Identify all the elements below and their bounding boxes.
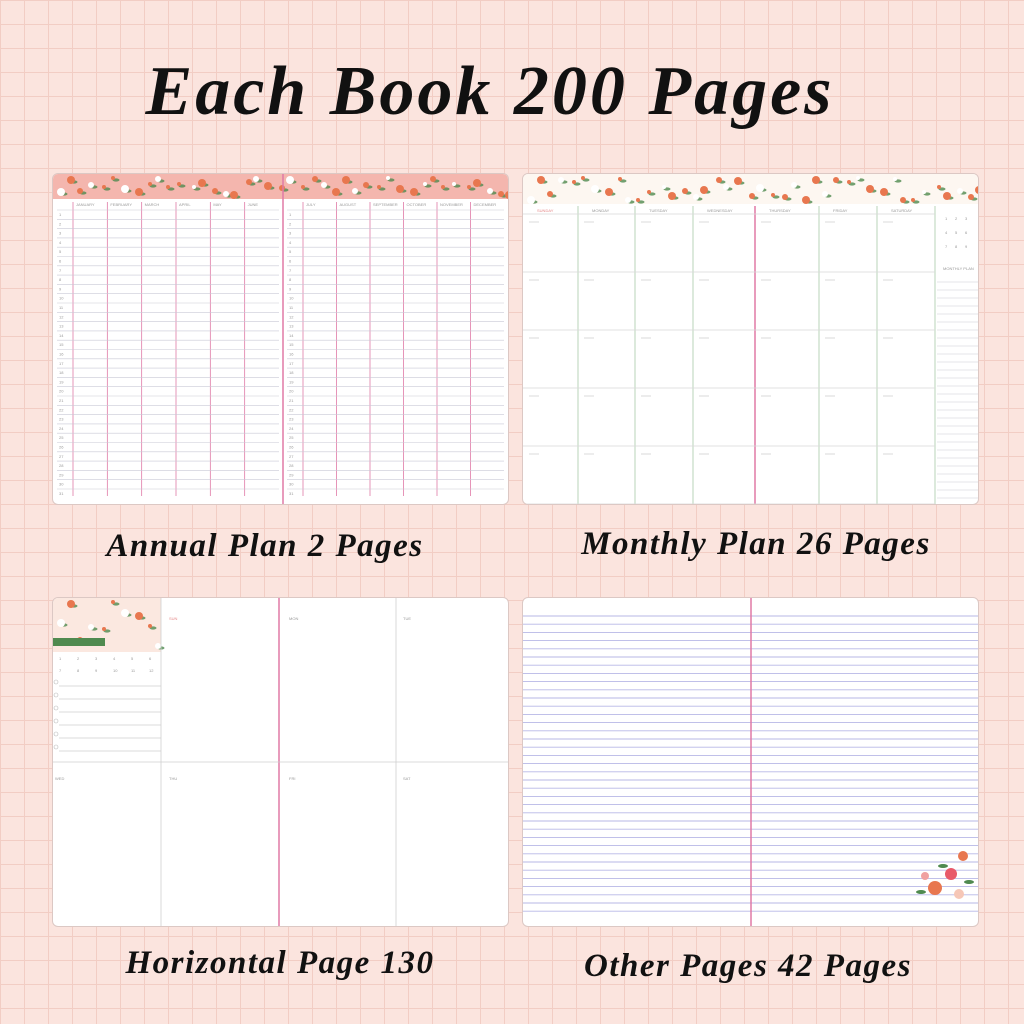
- weekday-label: SAT: [403, 776, 411, 781]
- day-number: 10: [59, 295, 64, 301]
- day-number: 23: [289, 416, 294, 422]
- day-number: 30: [59, 481, 64, 487]
- day-number: 30: [289, 481, 294, 487]
- day-number: 20: [59, 388, 64, 394]
- weekday-label: TUE: [403, 616, 411, 621]
- day-number: 7: [289, 267, 292, 273]
- day-number: 19: [289, 379, 294, 385]
- mini-calendar-number: 6: [149, 656, 152, 661]
- weekday-label: MON: [289, 616, 299, 621]
- weekday-label: SUN: [169, 616, 178, 621]
- weekly-plan-caption: Horizontal Page 130: [125, 945, 435, 981]
- day-number: 28: [59, 463, 64, 469]
- floral-header-band: [523, 174, 978, 204]
- day-number: 21: [59, 398, 64, 403]
- day-number: 2: [289, 221, 292, 227]
- day-number: 3: [289, 230, 292, 236]
- month-label: DECEMBER: [473, 202, 497, 207]
- mini-calendar-number: 8: [77, 668, 80, 673]
- checklist-box: [54, 693, 58, 697]
- mini-calendar-number: 11: [131, 668, 136, 673]
- day-number: 9: [59, 286, 62, 292]
- day-number: 12: [289, 314, 294, 320]
- day-number: 13: [289, 323, 294, 329]
- day-number: 13: [59, 323, 64, 329]
- day-number: 4: [289, 239, 292, 245]
- day-number: 17: [289, 360, 294, 366]
- monthly-plan-panel: [522, 173, 979, 505]
- month-label: OCTOBER: [406, 202, 427, 207]
- day-number: 26: [289, 444, 294, 450]
- mini-calendar-number: 5: [131, 656, 134, 661]
- month-label: JULY: [306, 202, 316, 207]
- other-pages-caption: Other Pages 42 Pages: [584, 948, 912, 984]
- day-number: 24: [289, 425, 294, 431]
- mini-calendar-number: 2: [955, 216, 958, 221]
- day-number: 4: [59, 239, 62, 245]
- day-number: 26: [59, 444, 64, 450]
- day-number: 22: [59, 407, 64, 413]
- month-label: APRIL: [179, 202, 191, 207]
- month-label: JANUARY: [76, 202, 95, 207]
- month-label: JUNE: [247, 202, 259, 207]
- weekly-plan-panel: [52, 597, 509, 927]
- day-number: 6: [289, 258, 292, 264]
- day-number: 11: [59, 305, 64, 310]
- checklist-box: [54, 719, 58, 723]
- day-number: 25: [289, 435, 294, 441]
- weekday-label: FRIDAY: [833, 208, 848, 213]
- day-number: 1: [289, 212, 292, 217]
- day-number: 3: [59, 230, 62, 236]
- day-number: 12: [59, 314, 64, 320]
- floral-corner-decoration: [916, 851, 974, 899]
- day-number: 31: [59, 491, 64, 496]
- mini-calendar-number: 5: [955, 230, 958, 235]
- day-number: 28: [289, 463, 294, 469]
- day-number: 5: [289, 249, 292, 255]
- mini-calendar-number: 12: [149, 668, 154, 673]
- day-number: 25: [59, 435, 64, 441]
- annual-plan-caption: Annual Plan 2 Pages: [106, 528, 424, 564]
- day-number: 29: [59, 472, 64, 478]
- lined-pages-panel: [522, 597, 979, 927]
- mini-calendar-number: 3: [965, 216, 968, 221]
- day-number: 8: [289, 277, 292, 283]
- mini-calendar-number: 7: [945, 244, 948, 249]
- day-number: 9: [289, 286, 292, 292]
- day-number: 16: [59, 351, 64, 357]
- monthly-plan-caption: Monthly Plan 26 Pages: [581, 526, 931, 562]
- mini-calendar-number: 1: [59, 656, 62, 661]
- day-number: 27: [289, 453, 294, 459]
- mini-calendar-number: 4: [113, 656, 116, 661]
- day-number: 5: [59, 249, 62, 255]
- mini-calendar-number: 1: [945, 216, 948, 221]
- page-headline: Each Book 200 Pages: [145, 53, 835, 130]
- weekday-label: MONDAY: [592, 208, 610, 213]
- mini-calendar-number: 4: [945, 230, 948, 235]
- side-panel-label: MONTHLY PLAN: [943, 266, 974, 271]
- mini-calendar-number: 10: [113, 668, 118, 673]
- day-number: 7: [59, 267, 62, 273]
- month-label: SEPTEMBER: [373, 202, 398, 207]
- day-number: 15: [289, 342, 294, 348]
- weekday-label: FRI: [289, 776, 296, 781]
- month-label: FEBRUARY: [110, 202, 133, 207]
- weekday-label: THU: [169, 776, 178, 781]
- day-number: 24: [59, 425, 64, 431]
- mini-calendar-number: 9: [95, 668, 98, 673]
- checklist-box: [54, 732, 58, 736]
- monthly-plan-spread: [523, 174, 978, 504]
- day-number: 29: [289, 472, 294, 478]
- month-label: MAY: [213, 202, 222, 207]
- weekday-label: WED: [55, 776, 65, 781]
- day-number: 23: [59, 416, 64, 422]
- mini-calendar-number: 7: [59, 668, 62, 673]
- checklist-box: [54, 680, 58, 684]
- day-number: 14: [289, 332, 294, 338]
- weekday-label: SUNDAY: [537, 208, 554, 213]
- day-number: 18: [59, 370, 64, 376]
- weekday-label: SATURDAY: [891, 208, 913, 213]
- day-number: 19: [59, 379, 64, 385]
- month-label: NOVEMBER: [440, 202, 463, 207]
- mini-calendar-number: 8: [955, 244, 958, 249]
- day-number: 18: [289, 370, 294, 376]
- floral-header-band: [53, 174, 508, 199]
- annual-plan-spread: [53, 174, 508, 504]
- day-number: 11: [289, 305, 294, 310]
- day-number: 1: [59, 212, 62, 217]
- checklist-box: [54, 706, 58, 710]
- checklist-box: [54, 745, 58, 749]
- annual-plan-panel: [52, 173, 509, 505]
- day-number: 21: [289, 398, 294, 403]
- day-number: 16: [289, 351, 294, 357]
- day-number: 15: [59, 342, 64, 348]
- month-label: MARCH: [144, 202, 160, 207]
- mini-calendar-number: 3: [95, 656, 98, 661]
- day-number: 27: [59, 453, 64, 459]
- day-number: 17: [59, 360, 64, 366]
- mini-calendar-number: 9: [965, 244, 968, 249]
- day-number: 6: [59, 258, 62, 264]
- mini-calendar-number: 2: [77, 656, 80, 661]
- day-number: 20: [289, 388, 294, 394]
- weekday-label: THURSDAY: [769, 208, 791, 213]
- day-number: 8: [59, 277, 62, 283]
- month-label: AUGUST: [339, 202, 357, 207]
- day-number: 14: [59, 332, 64, 338]
- lined-pages-spread: [523, 598, 978, 926]
- day-number: 31: [289, 491, 294, 496]
- weekday-label: TUESDAY: [649, 208, 668, 213]
- day-number: 10: [289, 295, 294, 301]
- weekly-plan-spread: [53, 598, 508, 926]
- mini-calendar-number: 6: [965, 230, 968, 235]
- day-number: 2: [59, 221, 62, 227]
- day-number: 22: [289, 407, 294, 413]
- weekday-label: WEDNESDAY: [707, 208, 733, 213]
- week-label-bar: [53, 638, 105, 646]
